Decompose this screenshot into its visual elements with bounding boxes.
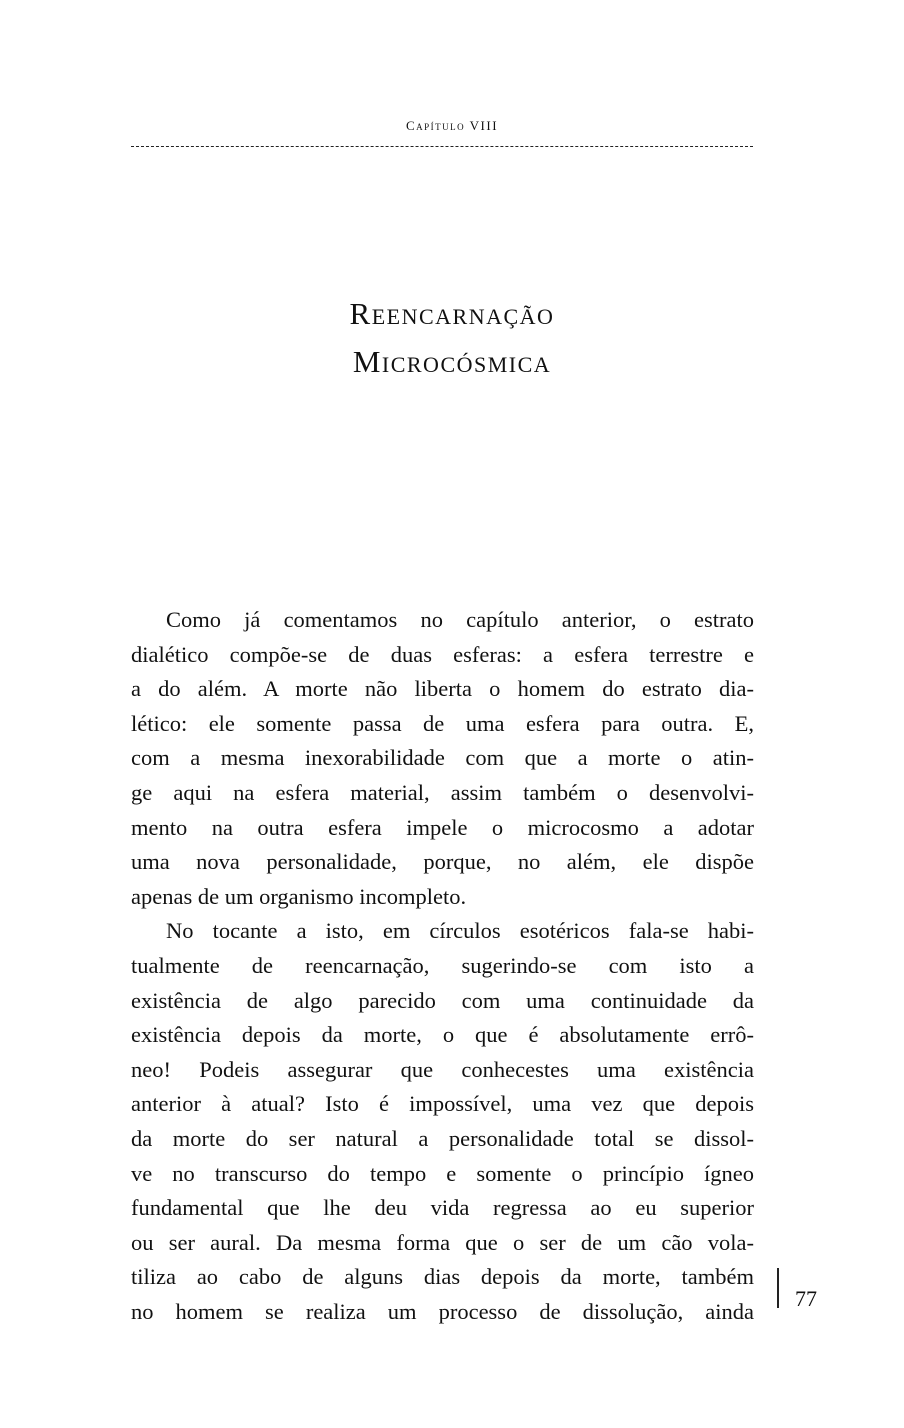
chapter-title — [0, 290, 904, 386]
body-text — [131, 603, 754, 1329]
text-line: a do além. A morte não liberta o homem do estrato dia- — [131, 676, 754, 702]
text-line: dialético compõe-se de duas esferas: a esfera terrestre e — [131, 641, 754, 667]
text-line: com a mesma inexorabilidade com que a morte o atin- — [131, 745, 754, 771]
chapter-title-line-1: Reencarnação — [349, 296, 555, 331]
chapter-title-line-2: Microcósmica — [352, 344, 552, 379]
text-line: neo! Podeis assegurar que conhecestes uma existência — [131, 1056, 754, 1082]
text-line: da morte do ser natural a personalidade total se dissol- — [131, 1125, 754, 1151]
text-line: ou ser aural. Da mesma forma que o ser de um cão vola- — [131, 1229, 754, 1255]
text-line: uma nova personalidade, porque, no além, ele dispõe — [131, 849, 754, 875]
text-line: tualmente de reencarnação, sugerindo-se com isto a — [131, 952, 754, 978]
text-line: anterior à atual? Isto é impossível, uma vez que depois — [131, 1091, 754, 1117]
text-line: apenas de um organismo incompleto. — [131, 883, 467, 909]
text-line: tiliza ao cabo de alguns dias depois da morte, também — [131, 1264, 754, 1290]
text-line: fundamental que lhe deu vida regressa ao eu superior — [131, 1195, 754, 1221]
text-line: mento na outra esfera impele o microcosmo a adotar — [131, 814, 754, 840]
text-line: No tocante a isto, em círculos esotéricos fala-se habi- — [166, 918, 754, 944]
page-number: 77 — [795, 1286, 817, 1311]
text-line: ve no transcurso do tempo e somente o princípio ígneo — [131, 1160, 754, 1186]
text-line: no homem se realiza um processo de dissolução, ainda — [131, 1298, 754, 1324]
running-header: Capítulo VIII — [405, 118, 499, 133]
text-line: ge aqui na esfera material, assim também o desenvolvi- — [131, 779, 754, 805]
text-line: existência depois da morte, o que é absolutamente errô- — [131, 1022, 754, 1048]
text-line: existência de algo parecido com uma continuidade da — [131, 987, 754, 1013]
header-rule — [131, 146, 753, 147]
text-line: lético: ele somente passa de uma esfera para outra. E, — [131, 710, 754, 736]
margin-bar — [777, 1268, 779, 1308]
text-line: Como já comentamos no capítulo anterior, o estrato — [166, 607, 754, 632]
